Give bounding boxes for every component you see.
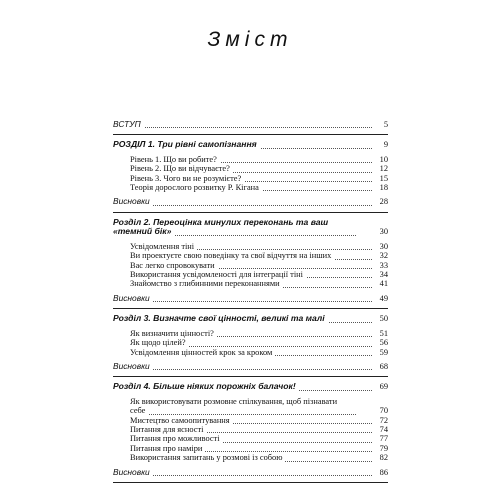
toc-entry-label: Знайомство з глибинними переконаннями xyxy=(130,279,283,288)
toc-page-number: 15 xyxy=(377,174,388,183)
toc-page-number: 69 xyxy=(377,382,388,391)
toc-chapter-title: Розділ 3. Визначте свої цінності, великі та малі xyxy=(113,314,328,323)
toc-page-number: 79 xyxy=(377,444,388,453)
toc-entry-conclusion[interactable] xyxy=(113,197,388,206)
toc-entry[interactable] xyxy=(113,155,388,164)
toc-entry-label: Як визначити цінності? xyxy=(130,329,217,338)
toc-entry[interactable] xyxy=(113,270,388,279)
toc-page-number: 18 xyxy=(377,183,388,192)
toc-entry[interactable] xyxy=(113,329,388,338)
toc-entry-label: ВСТУП xyxy=(113,120,144,129)
toc-entry-label: Усвідомлення цінностей крок за кроком xyxy=(130,348,275,357)
toc-page-number: 70 xyxy=(377,406,388,415)
toc-entry-label: Питання для ясності xyxy=(130,425,206,434)
toc-entry[interactable] xyxy=(113,261,388,270)
toc-entry[interactable] xyxy=(113,397,388,416)
toc-entry[interactable] xyxy=(113,242,388,251)
toc-chapter-3[interactable] xyxy=(113,314,388,323)
toc-entry[interactable] xyxy=(113,434,388,443)
toc-entry[interactable] xyxy=(113,444,388,453)
toc-entry[interactable] xyxy=(113,453,388,462)
toc-chapter-1[interactable] xyxy=(113,140,388,149)
divider xyxy=(113,308,388,309)
toc-entry-label: Використання запитань у розмові із собою xyxy=(130,453,285,462)
toc-chapter-title-line1: Розділ 2. Переоцінка минулих переконань та ваш xyxy=(113,217,329,227)
toc-page-number: 41 xyxy=(377,279,388,288)
toc-page-number: 82 xyxy=(377,453,388,462)
toc-entry-label: Мистецтво самоопитування xyxy=(130,416,233,425)
toc-page-number: 72 xyxy=(377,416,388,425)
toc-page-number: 49 xyxy=(377,294,388,303)
toc-entry-label: Висновки xyxy=(113,197,153,206)
toc-page-number: 56 xyxy=(377,338,388,347)
toc-entry[interactable] xyxy=(113,279,388,288)
toc-page-number: 9 xyxy=(381,140,388,149)
toc-entry[interactable] xyxy=(113,348,388,357)
toc-page-number: 32 xyxy=(377,251,388,260)
toc-entry-label: Рівень 2. Що ви відчуваєте? xyxy=(130,164,233,173)
toc-entry-label: Питання про можливості xyxy=(130,434,223,443)
toc-page-number: 30 xyxy=(377,227,388,236)
toc-page-number: 12 xyxy=(377,164,388,173)
toc-page-number: 5 xyxy=(381,120,388,129)
toc-entry-label-line2: себе xyxy=(130,406,148,415)
table-of-contents xyxy=(113,120,388,488)
toc-entry-label: Питання про наміри xyxy=(130,444,205,453)
toc-page-number: 10 xyxy=(377,155,388,164)
toc-entry-label: Використання усвідомленості для інтеграції тіні xyxy=(130,270,306,279)
toc-chapter-title: Розділ 4. Більше ніяких порожніх балачок! xyxy=(113,382,299,391)
toc-entry-label: Рівень 1. Що ви робите? xyxy=(130,155,220,164)
toc-entry-label: Ви проектуєте свою поведінку та свої відчуття на інших xyxy=(130,251,334,260)
toc-page-number: 68 xyxy=(377,362,388,371)
toc-page-number: 34 xyxy=(377,270,388,279)
toc-entry[interactable] xyxy=(113,338,388,347)
toc-entry-label: Висновки xyxy=(113,294,153,303)
divider xyxy=(113,212,388,213)
toc-chapter-4[interactable] xyxy=(113,382,388,391)
toc-entry[interactable] xyxy=(113,164,388,173)
toc-entry[interactable] xyxy=(113,183,388,192)
toc-entry[interactable] xyxy=(113,251,388,260)
toc-entry-conclusion[interactable] xyxy=(113,468,388,477)
toc-entry-conclusion[interactable] xyxy=(113,294,388,303)
toc-entry-label: Вас легко спровокувати xyxy=(130,261,218,270)
toc-page-number: 59 xyxy=(377,348,388,357)
toc-entry-intro[interactable] xyxy=(113,120,388,129)
toc-entry-label: Рівень 3. Чого ви не розумієте? xyxy=(130,174,244,183)
toc-chapter-title-line2: «темний бік» xyxy=(113,226,174,236)
toc-page-number: 77 xyxy=(377,434,388,443)
toc-entry-label: Висновки xyxy=(113,468,153,477)
toc-page-number: 50 xyxy=(377,314,388,323)
toc-page-number: 74 xyxy=(377,425,388,434)
toc-entry-label: Висновки xyxy=(113,362,153,371)
divider xyxy=(113,482,388,483)
toc-chapter-title: РОЗДІЛ 1. Три рівні самопізнання xyxy=(113,140,260,149)
toc-entry[interactable] xyxy=(113,174,388,183)
toc-page-number: 30 xyxy=(377,242,388,251)
toc-page-number: 86 xyxy=(377,468,388,477)
toc-entry-label: Усвідомлення тіні xyxy=(130,242,197,251)
page-title: Зміст xyxy=(207,28,293,51)
toc-page-number: 33 xyxy=(377,261,388,270)
toc-page-number: 51 xyxy=(377,329,388,338)
divider xyxy=(113,134,388,135)
divider xyxy=(113,376,388,377)
toc-entry-label: Теорія дорослого розвитку Р. Кігана xyxy=(130,183,262,192)
toc-entry[interactable] xyxy=(113,425,388,434)
toc-chapter-2[interactable] xyxy=(113,218,388,237)
toc-page-number: 28 xyxy=(377,197,388,206)
toc-entry-label-line1: Як використовувати розмовне спілкування, щоб пізнавати xyxy=(130,396,338,406)
toc-entry-conclusion[interactable] xyxy=(113,362,388,371)
toc-entry[interactable] xyxy=(113,416,388,425)
toc-entry-label: Як щодо цілей? xyxy=(130,338,189,347)
